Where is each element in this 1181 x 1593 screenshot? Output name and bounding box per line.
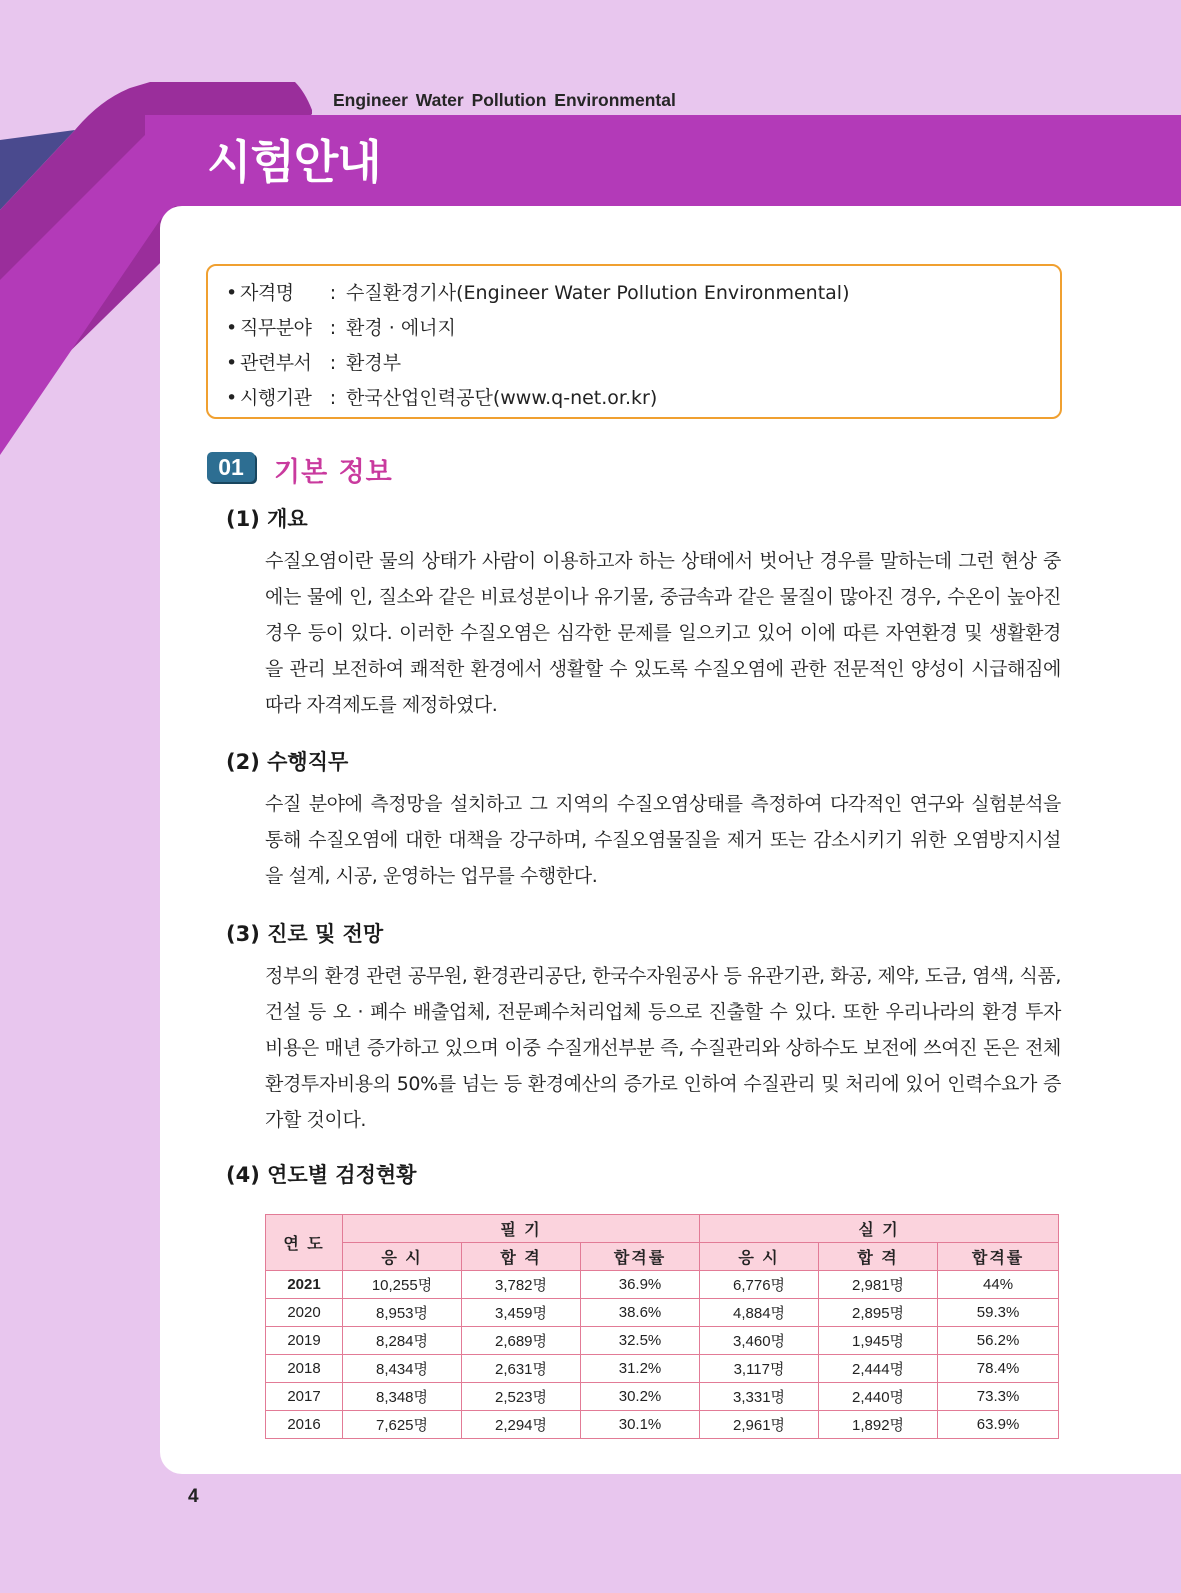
- info-label: 직무분야: [240, 317, 312, 339]
- table-cell: 8,953명: [343, 1299, 462, 1327]
- table-cell: 2,631명: [462, 1355, 581, 1383]
- year-cell: 2018: [266, 1355, 343, 1383]
- table-cell: 2,444명: [819, 1355, 938, 1383]
- info-value: 환경부: [346, 352, 402, 374]
- info-value: 환경 · 에너지: [346, 317, 456, 339]
- column-header: 합 격: [462, 1243, 581, 1271]
- table-cell: 8,348명: [343, 1383, 462, 1411]
- table-cell: 32.5%: [581, 1327, 700, 1355]
- bullet-icon: •: [226, 317, 238, 339]
- table-cell: 2,523명: [462, 1383, 581, 1411]
- info-label: 자격명: [240, 282, 294, 304]
- subsection-heading-overview: (1) 개요: [226, 507, 308, 531]
- table-row: [266, 1411, 1059, 1439]
- table-cell: 7,625명: [343, 1411, 462, 1439]
- subsection-heading-statistics: (4) 연도별 검정현황: [226, 1163, 417, 1187]
- info-item: [226, 311, 1060, 346]
- table-cell: 6,776명: [700, 1271, 819, 1299]
- column-header: 응 시: [343, 1243, 462, 1271]
- table-cell: 73.3%: [938, 1383, 1059, 1411]
- subsection-text-overview: 수질오염이란 물의 상태가 사람이 이용하고자 하는 상태에서 벗어난 경우를 말하는데 그런 현상 중에는 물에 인, 질소와 같은 비료성분이나 유기물, 중금속과 같은 물질이 많아진 경우, 수온이 높아진 경우 등이 있다. 이러한 수질오염은 심각한 문제를 일으키고 있어 이에 따른 자연환경 및 생활환경을 관리 보전하여 쾌적한 환경에서 생활할 수 있도록 수질오염에 관한 전문적인 양성이 시급해짐에 따라 자격제도를 제정하였다.: [265, 550, 1061, 716]
- info-label: 시행기관: [240, 387, 312, 409]
- table-cell: 2,294명: [462, 1411, 581, 1439]
- column-header: 합격률: [938, 1243, 1059, 1271]
- practical-exam-header: 실 기: [700, 1215, 1059, 1243]
- table-cell: 3,331명: [700, 1383, 819, 1411]
- table-cell: 38.6%: [581, 1299, 700, 1327]
- table-cell: 2,440명: [819, 1383, 938, 1411]
- table-cell: 2,961명: [700, 1411, 819, 1439]
- page-number: 4: [188, 1486, 199, 1507]
- info-value: 수질환경기사(Engineer Water Pollution Environmental): [346, 282, 850, 304]
- bullet-icon: •: [226, 387, 238, 409]
- section-title: 기본 정보: [274, 457, 393, 488]
- bullet-icon: •: [226, 352, 238, 374]
- column-header: 합격률: [581, 1243, 700, 1271]
- info-item: [226, 381, 1060, 416]
- info-separator: :: [329, 387, 337, 409]
- table-cell: 1,892명: [819, 1411, 938, 1439]
- exam-statistics-table: [265, 1214, 1059, 1439]
- year-cell: 2017: [266, 1383, 343, 1411]
- table-cell: 56.2%: [938, 1327, 1059, 1355]
- table-cell: 2,895명: [819, 1299, 938, 1327]
- table-row: [266, 1271, 1059, 1299]
- bullet-icon: •: [226, 282, 238, 304]
- table-cell: 3,117명: [700, 1355, 819, 1383]
- table-cell: 30.1%: [581, 1411, 700, 1439]
- subsection-text-duties: 수질 분야에 측정망을 설치하고 그 지역의 수질오염상태를 측정하여 다각적인 연구와 실험분석을 통해 수질오염에 대한 대책을 강구하며, 수질오염물질을 제거 또는 감소시키기 위한 오염방지시설을 설계, 시공, 운영하는 업무를 수행한다.: [265, 793, 1061, 887]
- table-body: [266, 1271, 1059, 1439]
- table-cell: 31.2%: [581, 1355, 700, 1383]
- table-cell: 2,981명: [819, 1271, 938, 1299]
- column-header: 응 시: [700, 1243, 819, 1271]
- section-number-badge: 01: [207, 452, 255, 482]
- table-cell: 36.9%: [581, 1271, 700, 1299]
- table-row: [266, 1383, 1059, 1411]
- table-cell: 10,255명: [343, 1271, 462, 1299]
- table-row: [266, 1327, 1059, 1355]
- year-cell: 2019: [266, 1327, 343, 1355]
- year-cell: 2021: [266, 1271, 343, 1299]
- table-cell: 8,434명: [343, 1355, 462, 1383]
- table-cell: 1,945명: [819, 1327, 938, 1355]
- subsection-text-career: 정부의 환경 관련 공무원, 환경관리공단, 한국수자원공사 등 유관기관, 화공, 제약, 도금, 염색, 식품, 건설 등 오 · 폐수 배출업체, 전문폐수처리업체 등으로 진출할 수 있다. 또한 우리나라의 환경 투자비용은 매년 증가하고 있으며 이중 수질개선부분 즉, 수질관리와 상하수도 보전에 쓰여진 돈은 전체 환경투자비용의 50%를 넘는 등 환경예산의 증가로 인하여 수질관리 및 처리에 있어 인력수요가 증가할 것이다.: [265, 965, 1061, 1131]
- table-cell: 44%: [938, 1271, 1059, 1299]
- table-row: [266, 1299, 1059, 1327]
- written-exam-header: 필 기: [343, 1215, 700, 1243]
- table-cell: 78.4%: [938, 1355, 1059, 1383]
- table-cell: 63.9%: [938, 1411, 1059, 1439]
- info-item: [226, 346, 1060, 381]
- info-value: 한국산업인력공단(www.q-net.or.kr): [346, 387, 658, 409]
- table-cell: 8,284명: [343, 1327, 462, 1355]
- info-item: [226, 276, 1060, 311]
- info-separator: :: [329, 317, 337, 339]
- table-cell: 2,689명: [462, 1327, 581, 1355]
- table-cell: 3,459명: [462, 1299, 581, 1327]
- table-cell: 30.2%: [581, 1383, 700, 1411]
- year-header: 연 도: [266, 1215, 343, 1271]
- page-title: 시험안내: [207, 135, 381, 189]
- info-label: 관련부서: [240, 352, 312, 374]
- table-cell: 4,884명: [700, 1299, 819, 1327]
- table-cell: 59.3%: [938, 1299, 1059, 1327]
- subsection-heading-duties: (2) 수행직무: [226, 750, 349, 774]
- subsection-heading-career: (3) 진로 및 전망: [226, 922, 384, 946]
- column-header: 합 격: [819, 1243, 938, 1271]
- table-row: [266, 1355, 1059, 1383]
- info-separator: :: [329, 282, 337, 304]
- table-cell: 3,460명: [700, 1327, 819, 1355]
- table-cell: 3,782명: [462, 1271, 581, 1299]
- info-box: [206, 264, 1062, 419]
- year-cell: 2016: [266, 1411, 343, 1439]
- info-separator: :: [329, 352, 337, 374]
- header-subtitle: Engineer Water Pollution Environmental: [333, 90, 676, 110]
- year-cell: 2020: [266, 1299, 343, 1327]
